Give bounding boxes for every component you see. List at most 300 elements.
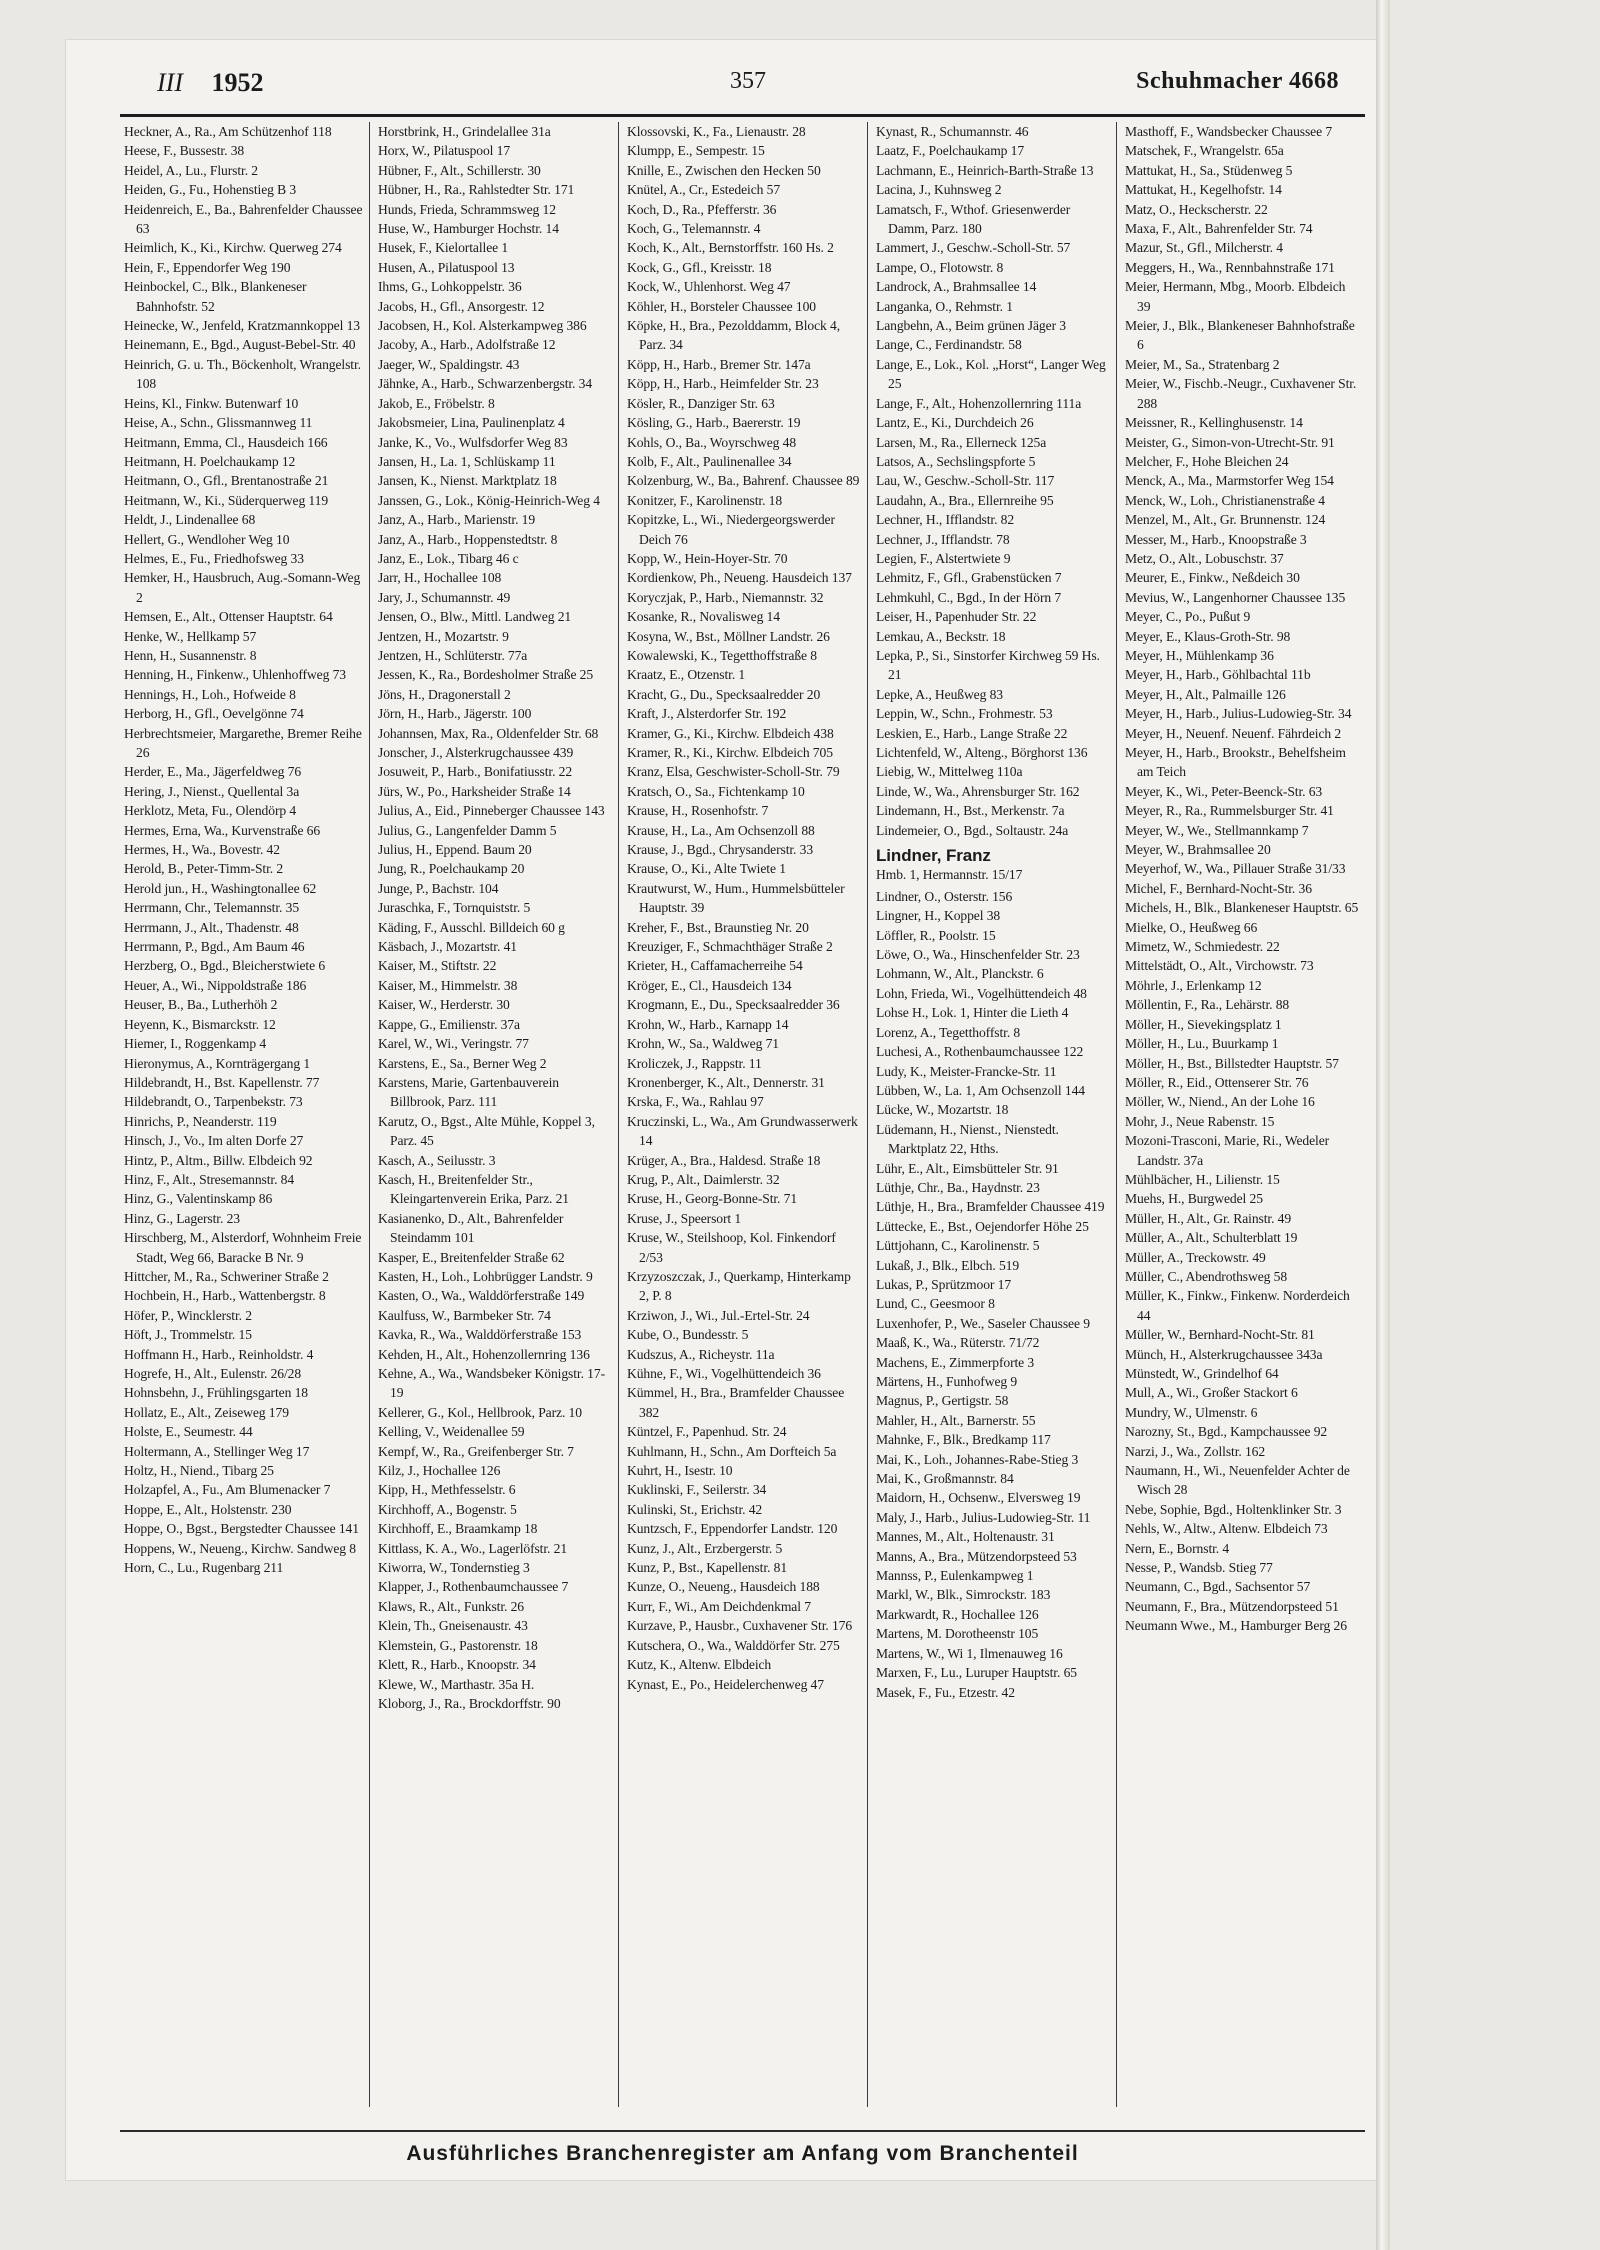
- directory-entry: Langbehn, A., Beim grünen Jäger 3: [876, 318, 1066, 334]
- directory-entry: Koch, K., Alt., Bernstorffstr. 160 Hs. 2: [627, 240, 834, 256]
- directory-entry: Karstens, Marie, Gartenbauverein Billbrook, Parz. 111: [378, 1074, 559, 1110]
- directory-entry: Henke, W., Hellkamp 57: [124, 628, 257, 644]
- directory-entry: Käding, F., Ausschl. Billdeich 60 g: [378, 919, 565, 935]
- directory-entry: Muehs, H., Burgwedel 25: [1125, 1191, 1263, 1207]
- directory-entry: Ludy, K., Meister-Francke-Str. 11: [876, 1063, 1057, 1079]
- directory-entry: Lichtenfeld, W., Alteng., Börghorst 136: [876, 745, 1088, 760]
- directory-entry: Martens, M. Dorotheenstr 105: [876, 1626, 1039, 1642]
- directory-entry: Jensen, O., Blw., Mittl. Landweg 21: [378, 609, 572, 625]
- directory-entry: Heldt, J., Lindenallee 68: [124, 512, 256, 528]
- directory-entry: Hemker, H., Hausbruch, Aug.-Somann-Weg 2: [124, 570, 361, 605]
- directory-entry: Krieter, H., Caffamacherreihe 54: [627, 958, 803, 974]
- directory-entry: Kopp, W., Hein-Hoyer-Str. 70: [627, 550, 788, 566]
- directory-entry: Meier, M., Sa., Stratenbarg 2: [1125, 356, 1280, 372]
- footer-note: Ausführliches Branchenregister am Anfang vom Branchenteil: [406, 2142, 1079, 2165]
- directory-entry: Meister, G., Simon-von-Utrecht-Str. 91: [1125, 434, 1335, 450]
- directory-entry: Heitmann, H. Poelchaukamp 12: [124, 453, 296, 469]
- directory-entry: Matz, O., Heckscherstr. 22: [1125, 201, 1268, 217]
- directory-entry: Krzyzoszczak, J., Querkamp, Hinterkamp 2, P. 8: [627, 1268, 851, 1304]
- directory-entry: Lechner, J., Ifflandstr. 78: [876, 531, 1010, 547]
- directory-entry: Köpke, H., Bra., Pezolddamm, Block 4, Parz. 34: [627, 318, 841, 353]
- directory-entry: Julius, A., Eid., Pinneberger Chaussee 143: [378, 803, 605, 819]
- directory-entry: Kunze, O., Neueng., Hausdeich 188: [627, 1579, 820, 1595]
- directory-entry: Kümmel, H., Bra., Bramfelder Chaussee 382: [627, 1385, 845, 1420]
- directory-entry: Höft, J., Trommelstr. 15: [124, 1327, 252, 1343]
- header-volume-year: [157, 68, 263, 98]
- directory-entry: Hein, F., Eppendorfer Weg 190: [124, 259, 291, 275]
- directory-entry: Mattukat, H., Sa., Stüdenweg 5: [1125, 162, 1293, 178]
- directory-columns: [120, 122, 1365, 2107]
- directory-entry: Heyenn, K., Bismarckstr. 12: [124, 1016, 276, 1032]
- directory-entry: Klett, R., Harb., Knoopstr. 34: [378, 1657, 536, 1673]
- header-year: 1952: [211, 68, 264, 97]
- directory-entry: Meyer, C., Po., Pußut 9: [1125, 609, 1251, 625]
- directory-entry: Hermes, Erna, Wa., Kurvenstraße 66: [124, 822, 321, 838]
- directory-entry: Kohls, O., Ba., Woyrschweg 48: [627, 434, 797, 450]
- directory-entry: Jürs, W., Po., Harksheider Straße 14: [378, 783, 571, 799]
- directory-entry: Kirchhoff, E., Braamkamp 18: [378, 1521, 538, 1537]
- directory-entry: Jung, R., Poelchaukamp 20: [378, 861, 525, 877]
- directory-entry: Hoppe, E., Alt., Holstenstr. 230: [124, 1501, 292, 1517]
- directory-entry: Meyer, H., Alt., Palmaille 126: [1125, 686, 1286, 702]
- directory-entry: Mazur, St., Gfl., Milcherstr. 4: [1125, 240, 1283, 256]
- directory-entry: Mull, A., Wi., Großer Stackort 6: [1125, 1385, 1298, 1401]
- directory-entry: Klein, Th., Gneisenaustr. 43: [378, 1618, 528, 1634]
- directory-entry: Möller, W., Niend., An der Lohe 16: [1125, 1094, 1315, 1110]
- directory-entry: Lüttjohann, C., Karolinenstr. 5: [876, 1238, 1040, 1254]
- directory-entry: Jaeger, W., Spaldingstr. 43: [378, 356, 520, 372]
- directory-entry: Karstens, E., Sa., Berner Weg 2: [378, 1055, 547, 1071]
- directory-entry: Lüdemann, H., Nienst., Nienstedt. Marktplatz 22, Hths.: [876, 1121, 1059, 1157]
- directory-entry: Hildebrandt, H., Bst. Kapellenstr. 77: [124, 1074, 320, 1090]
- directory-entry: Husek, F., Kielortallee 1: [378, 240, 509, 256]
- directory-entry: Heitmann, Emma, Cl., Hausdeich 166: [124, 434, 328, 450]
- directory-entry: Lüthje, H., Bra., Bramfelder Chaussee 419: [876, 1199, 1105, 1215]
- directory-entry: Krautwurst, W., Hum., Hummelsbütteler Hauptstr. 39: [627, 880, 845, 916]
- directory-entry: Hinz, G., Lagerstr. 23: [124, 1210, 240, 1226]
- directory-entry: Klemstein, G., Pastorenstr. 18: [378, 1637, 538, 1653]
- directory-entry: Herbrechtsmeier, Margarethe, Bremer Reihe 26: [124, 725, 362, 760]
- directory-entry: Lücke, W., Mozartstr. 18: [876, 1102, 1009, 1118]
- directory-entry: Möller, R., Eid., Ottenserer Str. 76: [1125, 1074, 1309, 1090]
- directory-entry: Kosanke, R., Novalisweg 14: [627, 609, 780, 625]
- directory-entry: Krause, O., Ki., Alte Twiete 1: [627, 861, 786, 877]
- directory-entry: Marxen, F., Lu., Luruper Hauptstr. 65: [876, 1665, 1077, 1681]
- directory-entry: Heinrich, G. u. Th., Böckenholt, Wrangelstr. 108: [124, 356, 361, 392]
- directory-entry: Kempf, W., Ra., Greifenberger Str. 7: [378, 1443, 574, 1459]
- directory-entry: Kruczinski, L., Wa., Am Grundwasserwerk 14: [627, 1113, 858, 1149]
- directory-entry: Mai, K., Großmannstr. 84: [876, 1471, 1014, 1487]
- directory-entry: Hittcher, M., Ra., Schweriner Straße 2: [124, 1268, 329, 1284]
- directory-entry: Herold, B., Peter-Timm-Str. 2: [124, 861, 284, 877]
- directory-entry: Nebe, Sophie, Bgd., Holtenklinker Str. 3: [1125, 1501, 1342, 1517]
- directory-entry: Horx, W., Pilatuspool 17: [378, 143, 511, 159]
- directory-entry: Liebig, W., Mittelweg 110a: [876, 764, 1023, 780]
- directory-entry: Ihms, G., Lohkoppelstr. 36: [378, 279, 522, 295]
- directory-column: [369, 122, 618, 2107]
- directory-entry: Meier, J., Blk., Blankeneser Bahnhofstraße 6: [1125, 318, 1355, 353]
- directory-entry: Küntzel, F., Papenhud. Str. 24: [627, 1424, 787, 1440]
- directory-entry: Kasch, A., Seilusstr. 3: [378, 1152, 496, 1168]
- directory-entry: Lachmann, E., Heinrich-Barth-Straße 13: [876, 162, 1094, 178]
- directory-entry: Lindemann, H., Bst., Merkenstr. 7a: [876, 803, 1065, 819]
- directory-entry: Maly, J., Harb., Julius-Ludowieg-Str. 11: [876, 1509, 1091, 1525]
- directory-entry: Kraft, J., Alsterdorfer Str. 192: [627, 706, 787, 722]
- directory-entry: Magnus, P., Gertigstr. 58: [876, 1393, 1009, 1409]
- directory-entry: Luxenhofer, P., We., Saseler Chaussee 9: [876, 1315, 1090, 1331]
- directory-entry: Münch, H., Alsterkrugchaussee 343a: [1125, 1346, 1323, 1362]
- directory-entry: Jakob, E., Fröbelstr. 8: [378, 395, 495, 411]
- directory-entry: Lange, E., Lok., Kol. „Horst“, Langer Weg 25: [876, 356, 1106, 392]
- directory-entry: Josuweit, P., Harb., Bonifatiusstr. 22: [378, 764, 573, 780]
- directory-entry: Leskien, E., Harb., Lange Straße 22: [876, 725, 1068, 741]
- directory-entry: Mielke, O., Heußweg 66: [1125, 919, 1258, 935]
- directory-entry: Jansen, H., La. 1, Schlüskamp 11: [378, 453, 556, 469]
- header-volume: III: [157, 68, 183, 97]
- directory-entry: Johannsen, Max, Ra., Oldenfelder Str. 68: [378, 725, 599, 741]
- directory-entry: Lohse H., Lok. 1, Hinter die Lieth 4: [876, 1005, 1069, 1021]
- directory-entry: Heidenreich, E., Ba., Bahrenfelder Chaussee 63: [124, 201, 363, 237]
- directory-entry: Metz, O., Alt., Lobuschstr. 37: [1125, 550, 1284, 566]
- directory-entry: Martens, W., Wi 1, Ilmenauweg 16: [876, 1645, 1063, 1661]
- directory-entry: Neumann Wwe., M., Hamburger Berg 26: [1125, 1618, 1347, 1634]
- directory-entry: Kynast, E., Po., Heidelerchenweg 47: [627, 1676, 824, 1692]
- directory-entry: Meyer, R., Ra., Rummelsburger Str. 41: [1125, 803, 1334, 819]
- directory-entry: Kappe, G., Emilienstr. 37a: [378, 1016, 520, 1032]
- directory-entry: Kittlass, K. A., Wo., Lagerlöfstr. 21: [378, 1540, 568, 1556]
- directory-entry: Narozny, St., Bgd., Kampchaussee 92: [1125, 1424, 1328, 1440]
- directory-entry: Horstbrink, H., Grindelallee 31a: [378, 124, 551, 139]
- directory-entry: Mundry, W., Ulmenstr. 6: [1125, 1404, 1258, 1420]
- directory-entry: Michel, F., Bernhard-Nocht-Str. 36: [1125, 880, 1312, 896]
- directory-entry: Mannes, M., Alt., Holtenaustr. 31: [876, 1529, 1055, 1545]
- directory-entry: Mahnke, F., Blk., Bredkamp 117: [876, 1432, 1051, 1448]
- directory-entry: Kösling, G., Harb., Baererstr. 19: [627, 415, 801, 431]
- directory-entry: Krug, P., Alt., Daimlerstr. 32: [627, 1171, 780, 1187]
- directory-entry: Kruse, H., Georg-Bonne-Str. 71: [627, 1191, 798, 1207]
- directory-entry: Jakobsmeier, Lina, Paulinenplatz 4: [378, 415, 565, 431]
- directory-entry: Kaulfuss, W., Barmbeker Str. 74: [378, 1307, 551, 1323]
- directory-entry: Kaiser, W., Herderstr. 30: [378, 997, 510, 1013]
- directory-entry: Maxa, F., Alt., Bahrenfelder Str. 74: [1125, 221, 1313, 237]
- directory-entry: Kock, W., Uhlenhorst. Weg 47: [627, 279, 791, 295]
- directory-entry: Lampe, O., Flotowstr. 8: [876, 259, 1004, 275]
- directory-entry: Nern, E., Bornstr. 4: [1125, 1540, 1230, 1556]
- directory-entry: Horn, C., Lu., Rugenbarg 211: [124, 1560, 284, 1576]
- directory-entry: Krause, H., Rosenhofstr. 7: [627, 803, 769, 819]
- directory-entry: Hirschberg, M., Alsterdorf, Wohnheim Freie Stadt, Weg 66, Baracke B Nr. 9: [124, 1230, 362, 1265]
- directory-entry: Hübner, F., Alt., Schillerstr. 30: [378, 162, 541, 178]
- directory-entry: Herrmann, Chr., Telemannstr. 35: [124, 900, 300, 916]
- directory-entry: Mimetz, W., Schmiedestr. 22: [1125, 939, 1280, 955]
- directory-entry: Kronenberger, K., Alt., Dennerstr. 31: [627, 1074, 825, 1090]
- directory-entry: Käsbach, J., Mozartstr. 41: [378, 939, 517, 955]
- directory-entry: Meyer, H., Harb., Julius-Ludowieg-Str. 34: [1125, 706, 1352, 722]
- directory-entry: Heuser, B., Ba., Lutherhöh 2: [124, 997, 278, 1013]
- directory-entry: Kehne, A., Wa., Wandsbeker Königstr. 17-19: [378, 1366, 606, 1401]
- page-header: [95, 68, 1375, 108]
- directory-entry: Kuhlmann, H., Schn., Am Dorfteich 5a: [627, 1443, 837, 1459]
- directory-entry: Hinz, F., Alt., Stresemannstr. 84: [124, 1171, 295, 1187]
- directory-entry: Höfer, P., Wincklerstr. 2: [124, 1307, 252, 1323]
- directory-entry: Markl, W., Blk., Simrockstr. 183: [876, 1587, 1051, 1603]
- directory-entry: Herder, E., Ma., Jägerfeldweg 76: [124, 764, 302, 780]
- directory-entry: Holzapfel, A., Fu., Am Blumenacker 7: [124, 1482, 331, 1498]
- directory-entry: Kratsch, O., Sa., Fichtenkamp 10: [627, 783, 805, 799]
- directory-entry: Luchesi, A., Rothenbaumchaussee 122: [876, 1044, 1084, 1060]
- directory-entry: Kube, O., Bundesstr. 5: [627, 1327, 749, 1343]
- directory-entry: Kopitzke, L., Wi., Niedergeorgswerder Deich 76: [627, 512, 835, 547]
- directory-entry: Husen, A., Pilatuspool 13: [378, 259, 515, 275]
- directory-entry: Kelling, V., Weidenallee 59: [378, 1424, 525, 1440]
- directory-entry: Lukas, P., Sprützmoor 17: [876, 1276, 1012, 1292]
- directory-entry: Müller, W., Bernhard-Nocht-Str. 81: [1125, 1327, 1315, 1343]
- directory-entry: Kasianenko, D., Alt., Bahrenfelder Steindamm 101: [378, 1210, 564, 1246]
- directory-entry: Kosyna, W., Bst., Möllner Landstr. 26: [627, 628, 830, 644]
- directory-entry: Kutz, K., Altenw. Elbdeich: [627, 1657, 772, 1673]
- directory-entry: Hmb. 1, Hermannstr. 15/17: [876, 867, 1023, 883]
- directory-entry: Kasten, O., Wa., Walddörferstraße 149: [378, 1288, 585, 1304]
- directory-entry: Kipp, H., Methfesselstr. 6: [378, 1482, 516, 1498]
- directory-entry: Karutz, O., Bgst., Alte Mühle, Koppel 3, Parz. 45: [378, 1113, 595, 1149]
- directory-entry: Hering, J., Nienst., Quellental 3a: [124, 783, 300, 799]
- directory-entry: Köpp, H., Harb., Bremer Str. 147a: [627, 356, 811, 372]
- directory-entry: Krause, J., Bgd., Chrysanderstr. 33: [627, 842, 814, 858]
- directory-entry: Hinsch, J., Vo., Im alten Dorfe 27: [124, 1133, 304, 1149]
- directory-entry: Linde, W., Wa., Ahrensburger Str. 162: [876, 783, 1080, 799]
- section-title: Schuhmacher 4668: [1136, 68, 1339, 94]
- directory-entry: Lepke, A., Heußweg 83: [876, 686, 1004, 702]
- directory-entry: Kordienkow, Ph., Neueng. Hausdeich 137: [627, 570, 852, 586]
- directory-entry: Möller, H., Bst., Billstedter Hauptstr. 57: [1125, 1055, 1339, 1071]
- directory-entry: Julius, H., Eppend. Baum 20: [378, 842, 532, 858]
- directory-entry: Heckner, A., Ra., Am Schützenhof 118: [124, 124, 332, 139]
- directory-entry: Jarr, H., Hochallee 108: [378, 570, 502, 586]
- directory-entry: Kloborg, J., Ra., Brockdorffstr. 90: [378, 1695, 561, 1711]
- directory-entry: Klewe, W., Marthastr. 35a H.: [378, 1676, 535, 1692]
- directory-entry: Lühr, E., Alt., Eimsbütteler Str. 91: [876, 1160, 1059, 1176]
- directory-entry: Kuhrt, H., Isestr. 10: [627, 1463, 733, 1479]
- directory-entry: Mittelstädt, O., Alt., Virchowstr. 73: [1125, 958, 1314, 974]
- directory-entry: Heitmann, W., Ki., Süderquerweg 119: [124, 492, 329, 508]
- directory-entry: Kroliczek, J., Rappstr. 11: [627, 1055, 762, 1071]
- directory-entry: Münstedt, W., Grindelhof 64: [1125, 1366, 1279, 1381]
- directory-entry: Löwe, O., Wa., Hinschenfelder Str. 23: [876, 947, 1080, 963]
- directory-entry: Möllentin, F., Ra., Lehärstr. 88: [1125, 997, 1290, 1013]
- directory-entry: Klaws, R., Alt., Funkstr. 26: [378, 1598, 524, 1614]
- directory-entry: Heuer, A., Wi., Nippoldstraße 186: [124, 977, 307, 993]
- directory-entry: Meyer, E., Klaus-Groth-Str. 98: [1125, 628, 1291, 644]
- directory-entry: Jacoby, A., Harb., Adolfstraße 12: [378, 337, 556, 353]
- directory-entry: Kramer, R., Ki., Kirchw. Elbdeich 705: [627, 745, 833, 760]
- directory-entry: Janz, A., Harb., Hoppenstedtstr. 8: [378, 531, 558, 547]
- directory-entry: Kulinski, St., Erichstr. 42: [627, 1501, 763, 1517]
- directory-entry: Machens, E., Zimmerpforte 3: [876, 1354, 1035, 1370]
- footer-rule: [120, 2130, 1365, 2132]
- directory-entry: Kunz, P., Bst., Kapellenstr. 81: [627, 1560, 788, 1576]
- directory-entry: Jansen, K., Nienst. Marktplatz 18: [378, 473, 557, 489]
- directory-entry: Kock, G., Gfl., Kreisstr. 18: [627, 259, 772, 275]
- directory-entry: Kuklinski, F., Seilerstr. 34: [627, 1482, 767, 1498]
- directory-entry: Junge, P., Bachstr. 104: [378, 880, 499, 896]
- directory-entry: Helmes, E., Fu., Friedhofsweg 33: [124, 550, 304, 566]
- directory-entry: Huse, W., Hamburger Hochstr. 14: [378, 221, 559, 237]
- directory-entry: Manns, A., Bra., Mützendorpsteed 53: [876, 1548, 1077, 1564]
- directory-entry: Krziwon, J., Wi., Jul.-Ertel-Str. 24: [627, 1307, 810, 1323]
- directory-entry: Mohr, J., Neue Rabenstr. 15: [1125, 1113, 1275, 1129]
- directory-entry: Michels, H., Blk., Blankeneser Hauptstr. 65: [1125, 900, 1359, 916]
- directory-entry: Lange, C., Ferdinandstr. 58: [876, 337, 1022, 353]
- directory-entry: Heinecke, W., Jenfeld, Kratzmannkoppel 13: [124, 318, 360, 334]
- directory-entry: Masthoff, F., Wandsbecker Chaussee 7: [1125, 124, 1333, 139]
- directory-entry: Kynast, R., Schumannstr. 46: [876, 124, 1029, 139]
- directory-entry: Neumann, C., Bgd., Sachsentor 57: [1125, 1579, 1311, 1595]
- directory-entry: Kranz, Elsa, Geschwister-Scholl-Str. 79: [627, 764, 840, 780]
- directory-entry: Kasten, H., Loh., Lohbrügger Landstr. 9: [378, 1268, 593, 1284]
- directory-entry: Kruse, J., Speersort 1: [627, 1210, 742, 1226]
- directory-entry: Hollatz, E., Alt., Zeiseweg 179: [124, 1404, 289, 1420]
- directory-entry: Masek, F., Fu., Etzestr. 42: [876, 1684, 1015, 1700]
- directory-entry: Leppin, W., Schn., Frohmestr. 53: [876, 706, 1053, 722]
- directory-entry: Naumann, H., Wi., Neuenfelder Achter de Wisch 28: [1125, 1463, 1350, 1498]
- header-rule: [120, 114, 1365, 117]
- directory-entry: Kröger, E., Cl., Hausdeich 134: [627, 977, 792, 993]
- directory-entry: Lange, F., Alt., Hohenzollernring 111a: [876, 395, 1082, 411]
- directory-entry: Hintz, P., Altm., Billw. Elbdeich 92: [124, 1152, 313, 1168]
- directory-entry: Lantz, E., Ki., Durchdeich 26: [876, 415, 1034, 431]
- directory-entry: Knille, E., Zwischen den Hecken 50: [627, 162, 821, 178]
- directory-entry: Lemkau, A., Beckstr. 18: [876, 628, 1006, 644]
- directory-entry: Heese, F., Bussestr. 38: [124, 143, 245, 159]
- directory-entry: Kaiser, M., Himmelstr. 38: [378, 977, 518, 993]
- directory-column: [1116, 122, 1365, 2107]
- directory-entry: Hochbein, H., Harb., Wattenbergstr. 8: [124, 1288, 326, 1304]
- directory-entry: Janssen, G., Lok., König-Heinrich-Weg 4: [378, 492, 600, 508]
- directory-entry: Hildebrandt, O., Tarpenbekstr. 73: [124, 1094, 303, 1110]
- directory-entry: Hemsen, E., Alt., Ottenser Hauptstr. 64: [124, 609, 333, 625]
- directory-entry: Henn, H., Susannenstr. 8: [124, 647, 257, 663]
- directory-entry: Meyer, W., We., Stellmannkamp 7: [1125, 822, 1309, 838]
- directory-entry: Jentzen, H., Schlüterstr. 77a: [378, 647, 528, 663]
- directory-entry: Kirchhoff, A., Bogenstr. 5: [378, 1501, 517, 1517]
- directory-entry: Möller, H., Lu., Buurkamp 1: [1125, 1036, 1279, 1052]
- directory-entry: Leiser, H., Papenhuder Str. 22: [876, 609, 1037, 625]
- directory-entry: Mevius, W., Langenhorner Chaussee 135: [1125, 589, 1346, 605]
- directory-entry: Heins, Kl., Finkw. Butenwarf 10: [124, 395, 299, 411]
- directory-entry: Heimlich, K., Ki., Kirchw. Querweg 274: [124, 240, 342, 256]
- directory-entry: Löffler, R., Poolstr. 15: [876, 927, 996, 943]
- directory-entry: Lau, W., Geschw.-Scholl-Str. 117: [876, 473, 1055, 489]
- directory-entry: Lechner, H., Ifflandstr. 82: [876, 512, 1015, 528]
- directory-entry: Herrmann, P., Bgd., Am Baum 46: [124, 939, 305, 955]
- directory-entry: Heise, A., Schn., Glissmannweg 11: [124, 415, 313, 431]
- directory-entry: Lund, C., Geesmoor 8: [876, 1296, 995, 1312]
- directory-entry: Müller, K., Finkw., Finkenw. Norderdeich 44: [1125, 1288, 1350, 1323]
- directory-entry: Hunds, Frieda, Schrammsweg 12: [378, 201, 556, 217]
- directory-entry: Henning, H., Finkenw., Uhlenhoffweg 73: [124, 667, 346, 683]
- directory-entry: Maidorn, H., Ochsenw., Elversweg 19: [876, 1490, 1081, 1506]
- directory-entry: Neumann, F., Bra., Mützendorpsteed 51: [1125, 1598, 1339, 1614]
- directory-entry: Müller, A., Alt., Schulterblatt 19: [1125, 1230, 1298, 1246]
- directory-entry: Latsos, A., Sechslingspforte 5: [876, 453, 1036, 469]
- directory-entry: Hieronymus, A., Kornträgergang 1: [124, 1055, 311, 1071]
- directory-entry: Jörn, H., Harb., Jägerstr. 100: [378, 706, 532, 722]
- directory-entry: Larsen, M., Ra., Ellerneck 125a: [876, 434, 1047, 450]
- directory-entry: Hoppens, W., Neueng., Kirchw. Sandweg 8: [124, 1540, 356, 1556]
- directory-entry: Kunz, J., Alt., Erzbergerstr. 5: [627, 1540, 783, 1556]
- directory-entry: Kramer, G., Ki., Kirchw. Elbdeich 438: [627, 725, 834, 741]
- directory-entry: Lukaß, J., Blk., Elbch. 519: [876, 1257, 1020, 1273]
- directory-entry: Mannss, P., Eulenkampweg 1: [876, 1568, 1034, 1584]
- directory-entry: Langanka, O., Rehmstr. 1: [876, 298, 1013, 314]
- directory-entry: Lübben, W., La. 1, Am Ochsenzoll 144: [876, 1082, 1085, 1098]
- directory-entry: Laudahn, A., Bra., Ellernreihe 95: [876, 492, 1054, 508]
- directory-column: [867, 122, 1116, 2107]
- directory-entry: Hoffmann H., Harb., Reinholdstr. 4: [124, 1346, 314, 1362]
- directory-entry: Legien, F., Alstertwiete 9: [876, 550, 1011, 566]
- directory-entry: Narzi, J., Wa., Zollstr. 162: [1125, 1443, 1266, 1459]
- directory-entry: Lehmitz, F., Gfl., Grabenstücken 7: [876, 570, 1062, 586]
- directory-entry: Knütel, A., Cr., Estedeich 57: [627, 182, 781, 198]
- directory-entry: Messer, M., Harb., Knoopstraße 3: [1125, 531, 1307, 547]
- directory-entry: Markwardt, R., Hochallee 126: [876, 1606, 1039, 1622]
- directory-entry: Mattukat, H., Kegelhofstr. 14: [1125, 182, 1282, 198]
- directory-entry: Meurer, E., Finkw., Neßdeich 30: [1125, 570, 1300, 586]
- directory-column: [120, 122, 369, 2107]
- directory-entry: Kellerer, G., Kol., Hellbrook, Parz. 10: [378, 1404, 582, 1420]
- directory-entry: Lehmkuhl, C., Bgd., In der Hörn 7: [876, 589, 1062, 605]
- directory-entry: Meyer, W., Brahmsallee 20: [1125, 842, 1271, 858]
- directory-entry: Holste, E., Seumestr. 44: [124, 1424, 253, 1440]
- directory-entry: Heitmann, O., Gfl., Brentanostraße 21: [124, 473, 329, 489]
- directory-entry: Jöns, H., Dragonerstall 2: [378, 686, 511, 702]
- directory-entry: Köpp, H., Harb., Heimfelder Str. 23: [627, 376, 819, 392]
- directory-entry: Lüthje, Chr., Ba., Haydnstr. 23: [876, 1179, 1040, 1195]
- directory-entry: Landrock, A., Brahmsallee 14: [876, 279, 1037, 295]
- directory-entry: Menck, A., Ma., Marmstorfer Weg 154: [1125, 473, 1334, 489]
- directory-entry: Meyer, K., Wi., Peter-Beenck-Str. 63: [1125, 783, 1323, 799]
- directory-entry: Koch, G., Telemannstr. 4: [627, 221, 761, 237]
- directory-entry: Kreher, F., Bst., Braunstieg Nr. 20: [627, 919, 809, 935]
- directory-entry: Lepka, P., Si., Sinstorfer Kirchweg 59 Hs. 21: [876, 647, 1100, 683]
- directory-entry: Lindner, Franz: [876, 846, 991, 866]
- directory-entry: Janz, A., Harb., Marienstr. 19: [378, 512, 536, 528]
- directory-entry: Janz, E., Lok., Tibarg 46 c: [378, 550, 519, 566]
- directory-entry: Hohnsbehn, J., Frühlingsgarten 18: [124, 1385, 308, 1401]
- directory-entry: Holtermann, A., Stellinger Weg 17: [124, 1443, 310, 1459]
- directory-entry: Jacobs, H., Gfl., Ansorgestr. 12: [378, 298, 545, 314]
- directory-entry: Kasch, H., Breitenfelder Str., Kleingartenverein Erika, Parz. 21: [378, 1171, 570, 1207]
- directory-entry: Krüger, A., Bra., Haldesd. Straße 18: [627, 1152, 821, 1168]
- directory-entry: Lorenz, A., Tegetthoffstr. 8: [876, 1024, 1021, 1040]
- directory-entry: Krohn, W., Harb., Karnapp 14: [627, 1016, 789, 1032]
- directory-entry: Laatz, F., Poelchaukamp 17: [876, 143, 1025, 159]
- directory-entry: Herborg, H., Gfl., Oevelgönne 74: [124, 706, 304, 722]
- directory-entry: Matschek, F., Wrangelstr. 65a: [1125, 143, 1284, 159]
- directory-entry: Jähnke, A., Harb., Schwarzenbergstr. 34: [378, 376, 593, 392]
- directory-entry: Meyerhof, W., Wa., Pillauer Straße 31/33: [1125, 861, 1346, 877]
- directory-entry: Melcher, F., Hohe Bleichen 24: [1125, 453, 1289, 469]
- directory-entry: Krohn, W., Sa., Waldweg 71: [627, 1036, 779, 1052]
- directory-column: [618, 122, 867, 2107]
- directory-entry: Klapper, J., Rothenbaumchaussee 7: [378, 1579, 569, 1595]
- directory-entry: Maaß, K., Wa., Rüterstr. 71/72: [876, 1335, 1040, 1351]
- directory-entry: Lindemeier, O., Bgd., Soltaustr. 24a: [876, 822, 1069, 838]
- directory-entry: Kuntzsch, F., Eppendorfer Landstr. 120: [627, 1521, 838, 1537]
- directory-entry: Müller, C., Abendrothsweg 58: [1125, 1268, 1288, 1284]
- directory-entry: Julius, G., Langenfelder Damm 5: [378, 822, 557, 838]
- page-number: 357: [730, 68, 766, 94]
